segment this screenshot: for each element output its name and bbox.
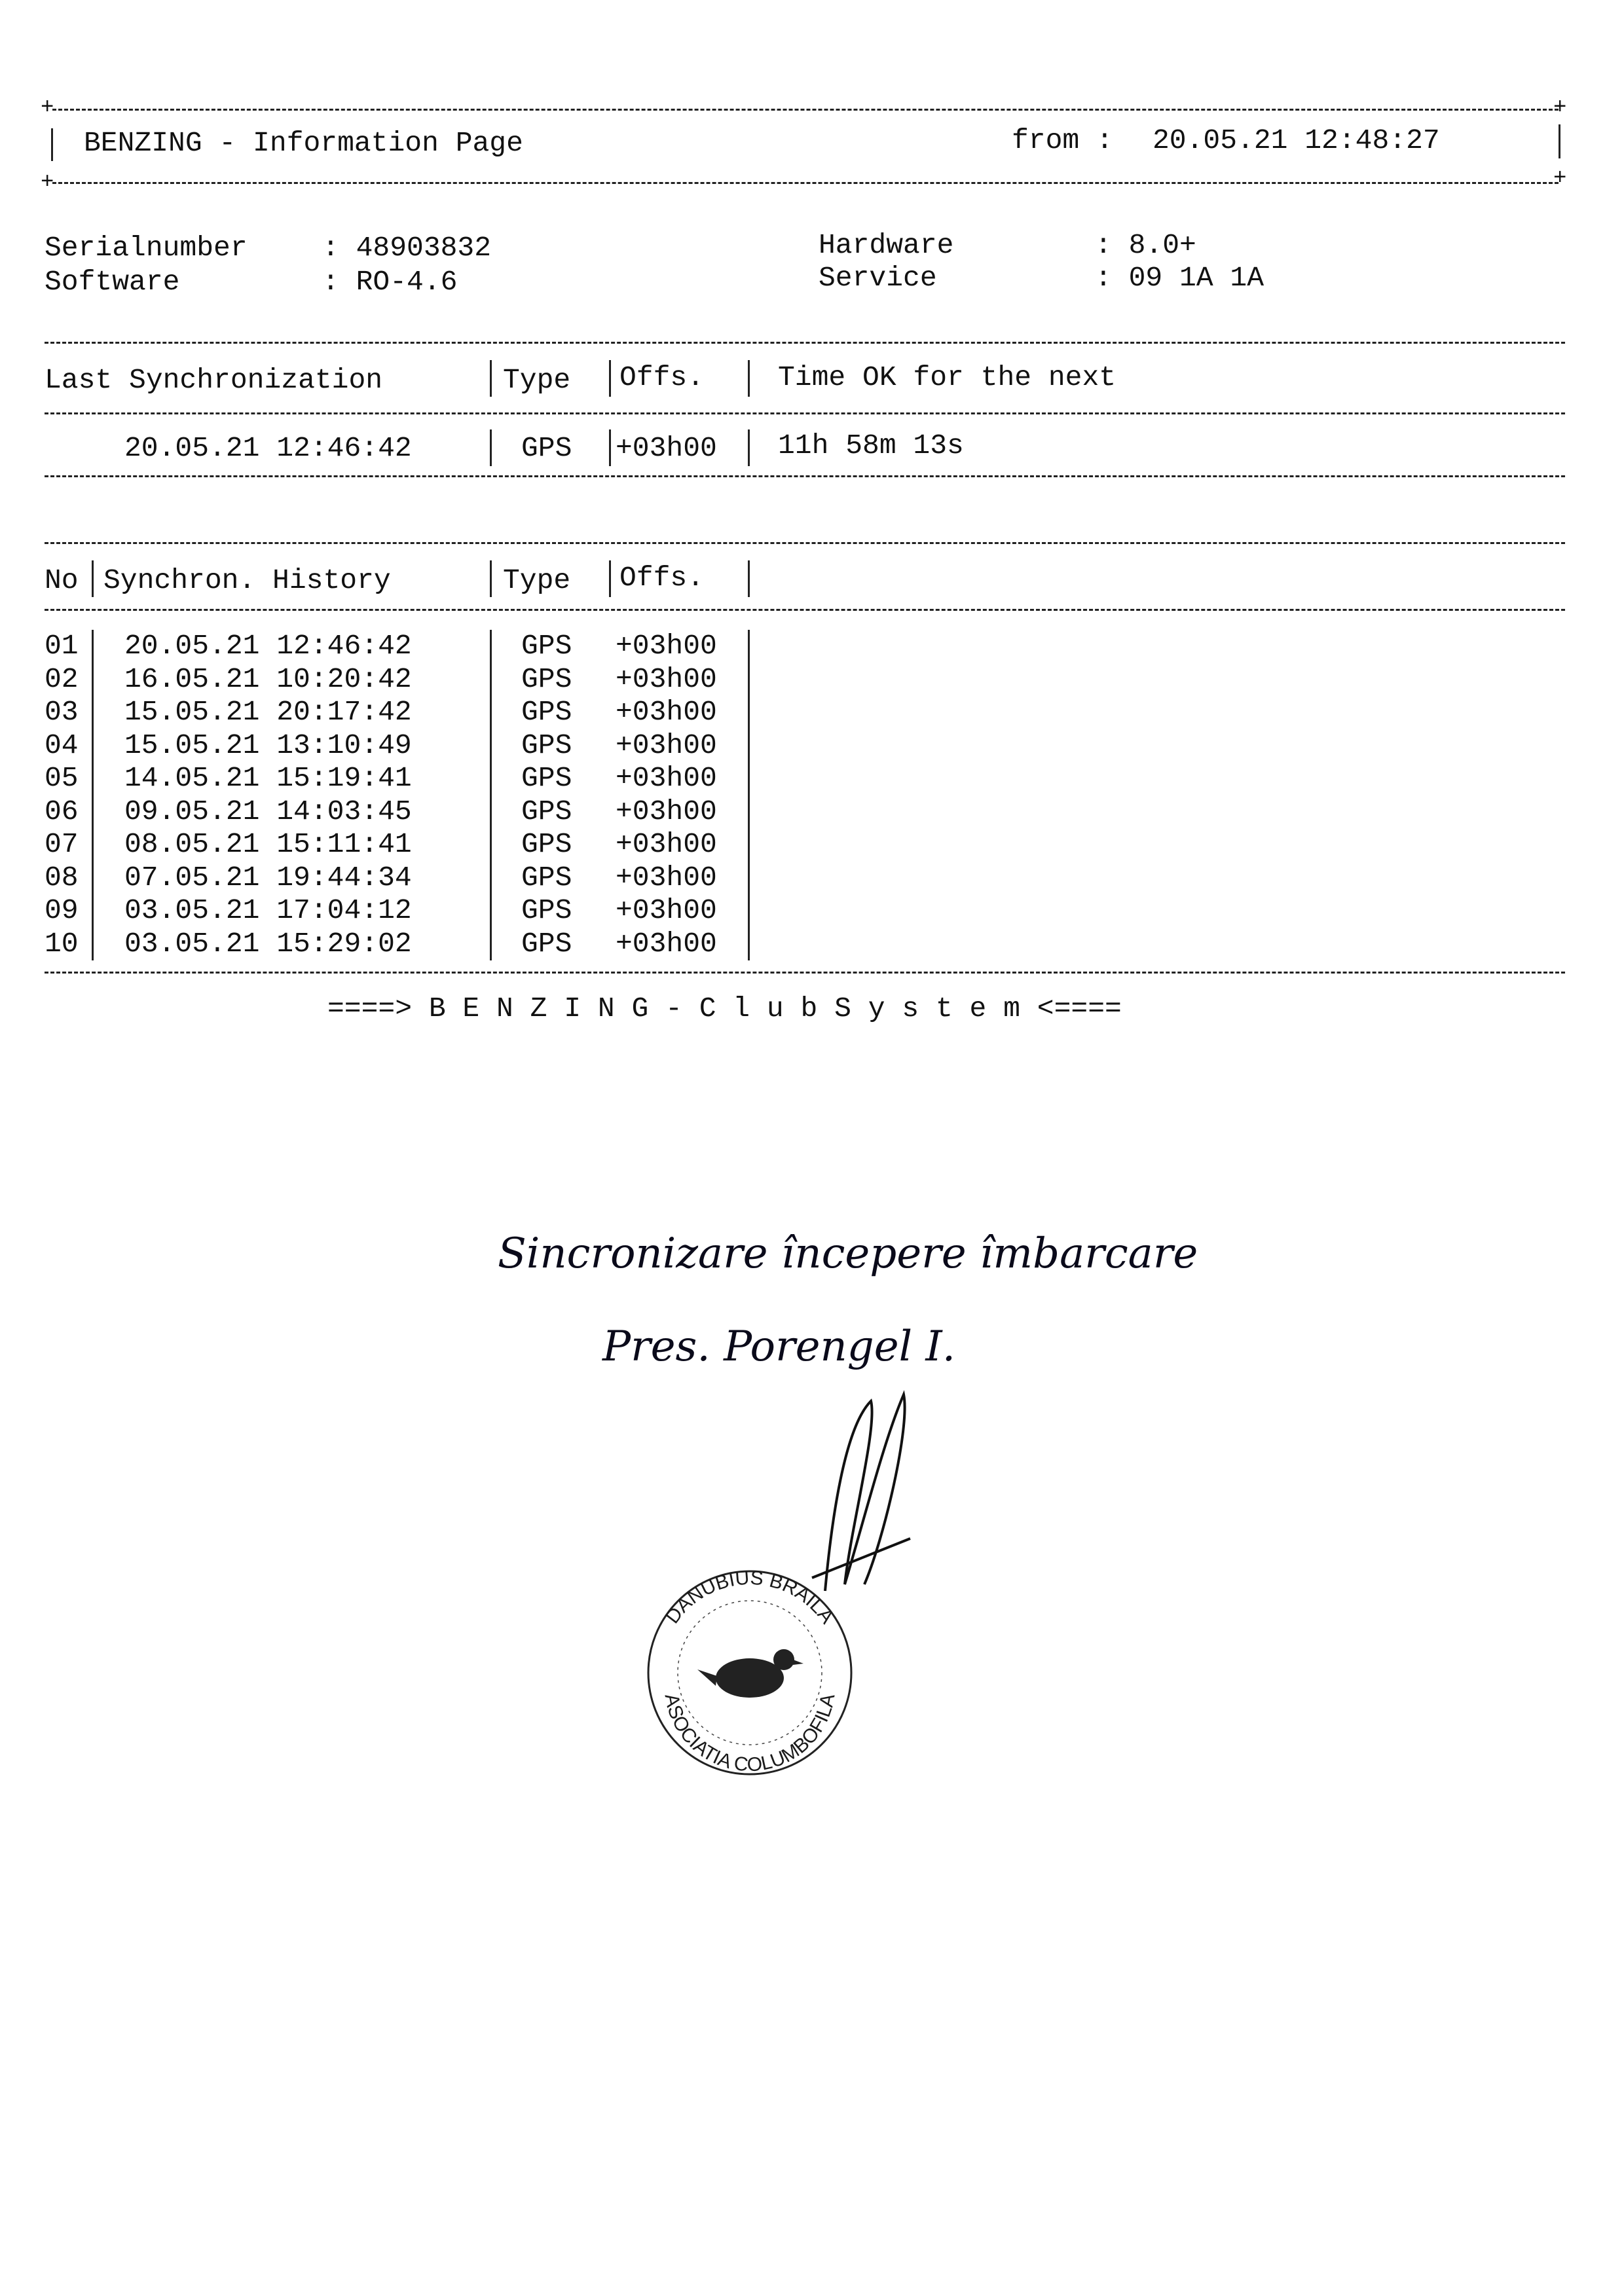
row-type: GPS: [521, 696, 572, 728]
row-timestamp: 16.05.21 10:20:42: [124, 663, 412, 695]
divider: [609, 429, 611, 466]
row-timestamp: 07.05.21 19:44:34: [124, 861, 412, 894]
row-type: GPS: [521, 828, 572, 860]
from-label: from :: [1012, 124, 1113, 156]
divider: [45, 609, 1565, 611]
divider: [45, 542, 1565, 544]
row-number: 07: [45, 828, 79, 860]
row-offset: +03h00: [616, 795, 717, 828]
header-time-ok: Time OK for the next: [778, 361, 1116, 393]
row-type: GPS: [521, 729, 572, 761]
row-number: 04: [45, 729, 79, 761]
stamp-top-text: DANUBIUS BRAILA: [661, 1567, 838, 1628]
row-offset: +03h00: [616, 894, 717, 926]
corner-mark: +: [41, 170, 54, 195]
last-sync-offset: +03h00: [616, 432, 717, 464]
row-number: 03: [45, 696, 79, 728]
row-offset: +03h00: [616, 861, 717, 894]
row-timestamp: 15.05.21 20:17:42: [124, 696, 412, 728]
row-number: 02: [45, 663, 79, 695]
row-type: GPS: [521, 795, 572, 828]
from-timestamp: 20.05.21 12:48:27: [1153, 124, 1440, 156]
row-type: GPS: [521, 762, 572, 794]
row-offset: +03h00: [616, 828, 717, 860]
divider: [45, 972, 1565, 974]
divider: [490, 630, 492, 960]
divider: [748, 429, 750, 466]
row-offset: +03h00: [616, 696, 717, 728]
divider: [92, 630, 94, 960]
row-timestamp: 15.05.21 13:10:49: [124, 729, 412, 761]
header-type: Type: [503, 564, 571, 596]
row-offset: +03h00: [616, 630, 717, 662]
divider: [490, 560, 492, 597]
divider: [609, 360, 611, 397]
row-number: 08: [45, 861, 79, 894]
serial-label: Serialnumber: [45, 232, 248, 264]
row-timestamp: 03.05.21 15:29:02: [124, 927, 412, 960]
stamp-bottom-text: ASOCIATIA COLUMBOFILA: [660, 1692, 840, 1776]
time-ok-value: 11h 58m 13s: [778, 429, 964, 462]
row-offset: +03h00: [616, 663, 717, 695]
row-offset: +03h00: [616, 729, 717, 761]
last-sync-timestamp: 20.05.21 12:46:42: [124, 432, 412, 464]
divider: [609, 560, 611, 597]
header-no: No: [45, 564, 79, 596]
header-last-sync: Last Synchronization: [45, 364, 383, 396]
row-timestamp: 03.05.21 17:04:12: [124, 894, 412, 926]
corner-mark: +: [1553, 96, 1567, 120]
divider: [92, 560, 94, 597]
row-number: 01: [45, 630, 79, 662]
divider: [490, 429, 492, 466]
row-timestamp: 09.05.21 14:03:45: [124, 795, 412, 828]
row-type: GPS: [521, 927, 572, 960]
divider: [1559, 124, 1560, 158]
row-type: GPS: [521, 630, 572, 662]
divider: [45, 342, 1565, 344]
header-offset: Offs.: [619, 562, 705, 594]
header-type: Type: [503, 364, 571, 396]
svg-text:DANUBIUS BRAILA: [661, 1567, 838, 1628]
hardware-value: : 8.0+: [1095, 229, 1196, 261]
divider: [45, 475, 1565, 477]
row-offset: +03h00: [616, 927, 717, 960]
corner-mark: +: [41, 96, 54, 120]
handwritten-note-line2: Pres. Porengel I.: [602, 1322, 956, 1371]
handwritten-note-line1: Sincronizare începere îmbarcare: [498, 1230, 1198, 1278]
row-number: 06: [45, 795, 79, 828]
svg-text:ASOCIATIA COLUMBOFILA: [661, 1692, 840, 1776]
row-timestamp: 20.05.21 12:46:42: [124, 630, 412, 662]
row-timestamp: 14.05.21 15:19:41: [124, 762, 412, 794]
divider: [52, 182, 1559, 184]
organization-stamp: [632, 1561, 868, 1784]
divider: [748, 560, 750, 597]
row-timestamp: 08.05.21 15:11:41: [124, 828, 412, 860]
page-title: BENZING - Information Page: [84, 127, 523, 159]
service-value: : 09 1A 1A: [1095, 262, 1264, 294]
row-number: 09: [45, 894, 79, 926]
header-offset: Offs.: [619, 361, 705, 393]
serial-value: : 48903832: [322, 232, 492, 264]
row-type: GPS: [521, 894, 572, 926]
hardware-label: Hardware: [819, 229, 954, 261]
row-offset: +03h00: [616, 762, 717, 794]
pigeon-icon: [697, 1649, 803, 1698]
software-label: Software: [45, 266, 180, 298]
row-type: GPS: [521, 663, 572, 695]
header-history: Synchron. History: [103, 564, 391, 596]
service-label: Service: [819, 262, 937, 294]
row-number: 10: [45, 927, 79, 960]
divider: [748, 630, 750, 960]
last-sync-type: GPS: [521, 432, 572, 464]
divider: [748, 360, 750, 397]
divider: [45, 412, 1565, 414]
divider: [51, 128, 53, 161]
divider: [490, 360, 492, 397]
software-value: : RO-4.6: [322, 266, 458, 298]
row-type: GPS: [521, 861, 572, 894]
footer-banner: ====> B E N Z I N G - C l u b S y s t e m <====: [327, 993, 1122, 1025]
divider: [52, 109, 1559, 111]
row-number: 05: [45, 762, 79, 794]
corner-mark: +: [1553, 166, 1567, 191]
